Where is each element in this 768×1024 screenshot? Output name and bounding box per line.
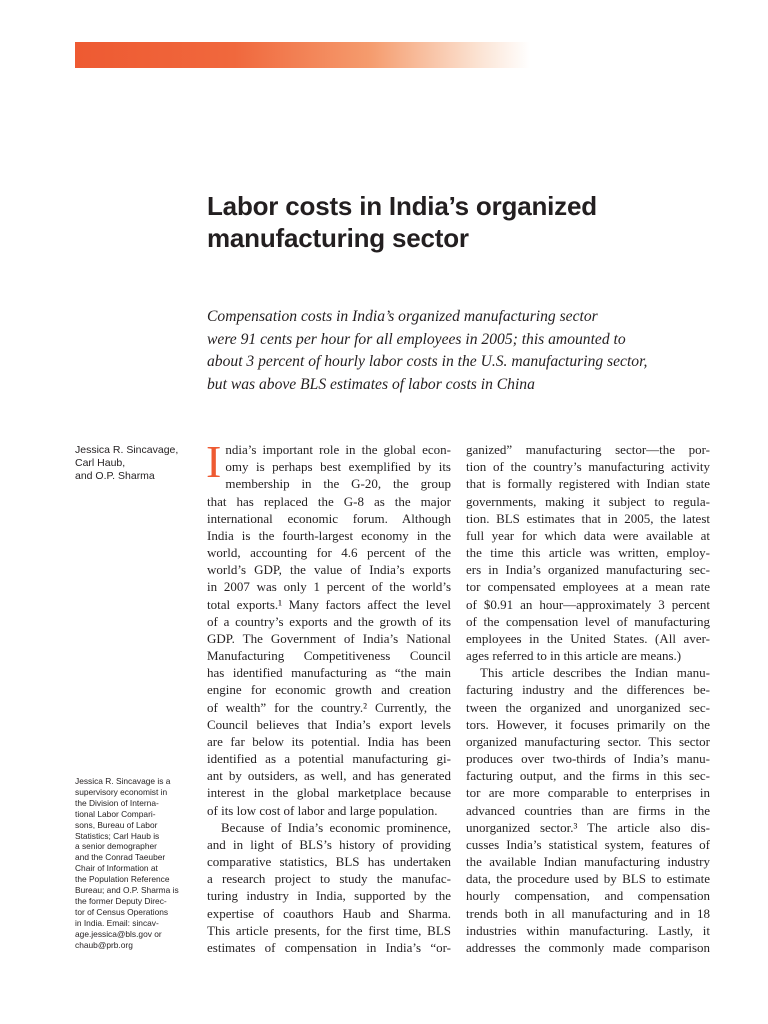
header-accent-bar bbox=[75, 42, 530, 68]
author-bio-note bbox=[75, 776, 197, 951]
body-line: total exports.¹ Many factors affect the level bbox=[207, 596, 451, 612]
body-line: and in light of BLS’s history of providing bbox=[207, 836, 451, 852]
body-column-left bbox=[206, 436, 451, 956]
body-line: ers in India’s organized manufacturing sec- bbox=[466, 562, 710, 578]
author-note-line: sons, Bureau of Labor bbox=[75, 819, 158, 830]
body-line: Manufacturing Competitiveness Council bbox=[207, 648, 451, 664]
body-line: world’s GDP, the value of India’s exports bbox=[207, 562, 451, 578]
body-line: facturing industry and the differences be- bbox=[466, 682, 710, 698]
author-note-line: Bureau; and O.P. Sharma is bbox=[75, 885, 179, 896]
author-note-line: age.jessica@bls.gov or bbox=[75, 928, 162, 939]
author-name: and O.P. Sharma bbox=[75, 470, 155, 482]
author-note-line: Chair of Information at bbox=[75, 863, 158, 874]
author-name: Jessica R. Sincavage, bbox=[75, 444, 179, 456]
body-line: ant by outsiders, as well, and has generated bbox=[207, 768, 451, 784]
body-line: comparative statistics, BLS has undertaken bbox=[207, 854, 451, 870]
author-note-line: and the Conrad Taeuber bbox=[75, 852, 166, 863]
body-line: tion of the country’s manufacturing activity bbox=[466, 459, 710, 475]
body-line: Council believes that India’s export levels bbox=[207, 716, 451, 732]
title-line: manufacturing sector bbox=[207, 223, 469, 253]
body-line: of the compensation level of manufacturing bbox=[466, 613, 710, 629]
subtitle-line: were 91 cents per hour for all employees in 2005; this amounted to bbox=[207, 330, 626, 348]
body-line: of $0.91 an hour—approximately 3 percent bbox=[466, 596, 710, 612]
author-note-line: the former Deputy Direc- bbox=[75, 895, 167, 906]
body-line: This article describes the Indian manu- bbox=[480, 665, 710, 681]
author-note-line: the Population Reference bbox=[75, 874, 170, 885]
body-line: Because of India’s economic prominence, bbox=[221, 819, 451, 835]
body-line: hourly compensation, and compensation bbox=[466, 888, 710, 904]
body-line: turing industry in India, supported by the bbox=[207, 888, 451, 904]
author-note-line: a senior demographer bbox=[75, 841, 157, 852]
body-line: the available Indian manufacturing industry bbox=[466, 854, 710, 870]
subtitle-line: but was above BLS estimates of labor costs in China bbox=[207, 376, 535, 394]
body-line: of wealth” for the country.² Currently, the bbox=[207, 699, 451, 715]
body-line: full year for which data were available at bbox=[466, 527, 710, 543]
body-line: the time this article was written, employ- bbox=[466, 545, 710, 561]
subtitle-line: Compensation costs in India’s organized manufacturing sector bbox=[207, 308, 598, 325]
body-line: This article presents, for the first time, BLS bbox=[207, 922, 451, 938]
body-line: cusses India’s statistical system, features of bbox=[466, 836, 710, 852]
body-line: unorganized sector.³ The article also dis- bbox=[466, 819, 710, 835]
body-line: employees in the United States. (All aver- bbox=[466, 630, 710, 646]
body-line: tors. However, it focuses primarily on the bbox=[466, 716, 710, 732]
body-line: organized manufacturing sector. This sector bbox=[466, 733, 710, 749]
body-line: international economic forum. Although bbox=[207, 510, 451, 526]
author-note-line: Statistics; Carl Haub is bbox=[75, 830, 160, 841]
author-note-line: chaub@prb.org bbox=[75, 939, 133, 950]
body-line: identified as a potential manufacturing gi- bbox=[207, 751, 451, 767]
body-line: interest in the global marketplace because bbox=[207, 785, 451, 801]
subtitle-line: about 3 percent of hourly labor costs in the U.S. manufacturing sector, bbox=[207, 353, 648, 371]
body-line: tween the organized and unorganized sec- bbox=[466, 699, 710, 715]
body-line: expertise of coauthors Haub and Sharma. bbox=[207, 905, 451, 921]
body-line: in 2007 was only 1 percent of the world’s bbox=[207, 579, 451, 595]
author-note-line: Jessica R. Sincavage is a bbox=[75, 776, 171, 786]
body-line: world, accounting for 4.6 percent of the bbox=[207, 545, 451, 561]
article-subtitle bbox=[207, 306, 677, 397]
article-title bbox=[207, 190, 727, 254]
body-line: that has replaced the G-8 as the major bbox=[207, 493, 451, 509]
body-line: estimates of compensation in India’s “or- bbox=[207, 939, 451, 955]
author-note-line: tional Labor Compari- bbox=[75, 808, 156, 819]
body-line: governments, making it subject to regula- bbox=[466, 493, 710, 509]
body-line: a research project to study the manufac- bbox=[207, 871, 451, 887]
body-line: ages referred to in this article are means.) bbox=[466, 648, 682, 664]
body-line: addresses the commonly made comparison bbox=[466, 939, 710, 955]
title-line: Labor costs in India’s organized bbox=[207, 191, 597, 221]
body-line: advanced countries than are firms in the bbox=[466, 802, 710, 818]
body-line: data, the procedure used by BLS to estimate bbox=[466, 871, 710, 887]
author-note-line: in India. Email: sincav- bbox=[75, 917, 159, 928]
drop-cap: I bbox=[206, 436, 222, 487]
body-line: facturing output, and the firms in this sec- bbox=[466, 768, 710, 784]
body-line: industries within manufacturing. Lastly, it bbox=[466, 922, 710, 938]
author-name: Carl Haub, bbox=[75, 457, 126, 469]
body-line: omy is perhaps best exemplified by its bbox=[225, 459, 451, 475]
body-line: GDP. The Government of India’s National bbox=[207, 630, 451, 646]
body-line: trends both in all manufacturing and in 18 bbox=[466, 905, 710, 921]
body-line: ndia’s important role in the global econ- bbox=[225, 442, 451, 457]
author-note-line: tor of Census Operations bbox=[75, 906, 169, 917]
body-line: tor are more comparable to enterprises in bbox=[466, 785, 710, 801]
author-byline bbox=[75, 444, 195, 483]
body-line: tor compensated employees at a mean rate bbox=[466, 579, 710, 595]
body-line: of a country’s exports and the growth of its bbox=[207, 613, 451, 629]
body-line: engine for economic growth and creation bbox=[207, 682, 451, 698]
body-line: has identified manufacturing as “the main bbox=[207, 665, 451, 681]
body-line: ganized” manufacturing sector—the por- bbox=[466, 442, 710, 457]
body-line: of its low cost of labor and large population. bbox=[207, 802, 438, 818]
body-column-right bbox=[466, 441, 710, 956]
body-line: that is formally registered with Indian state bbox=[466, 476, 710, 492]
body-line: India is the fourth-largest economy in the bbox=[207, 527, 451, 543]
author-note-line: the Division of Interna- bbox=[75, 797, 159, 808]
body-line: are far below its potential. India has been bbox=[207, 733, 451, 749]
body-line: membership in the G-20, the group bbox=[225, 476, 451, 492]
body-line: produces over two-thirds of India’s manu- bbox=[466, 751, 710, 767]
body-line: tion. BLS estimates that in 2005, the latest bbox=[466, 510, 710, 526]
author-note-line: supervisory economist in bbox=[75, 786, 168, 797]
